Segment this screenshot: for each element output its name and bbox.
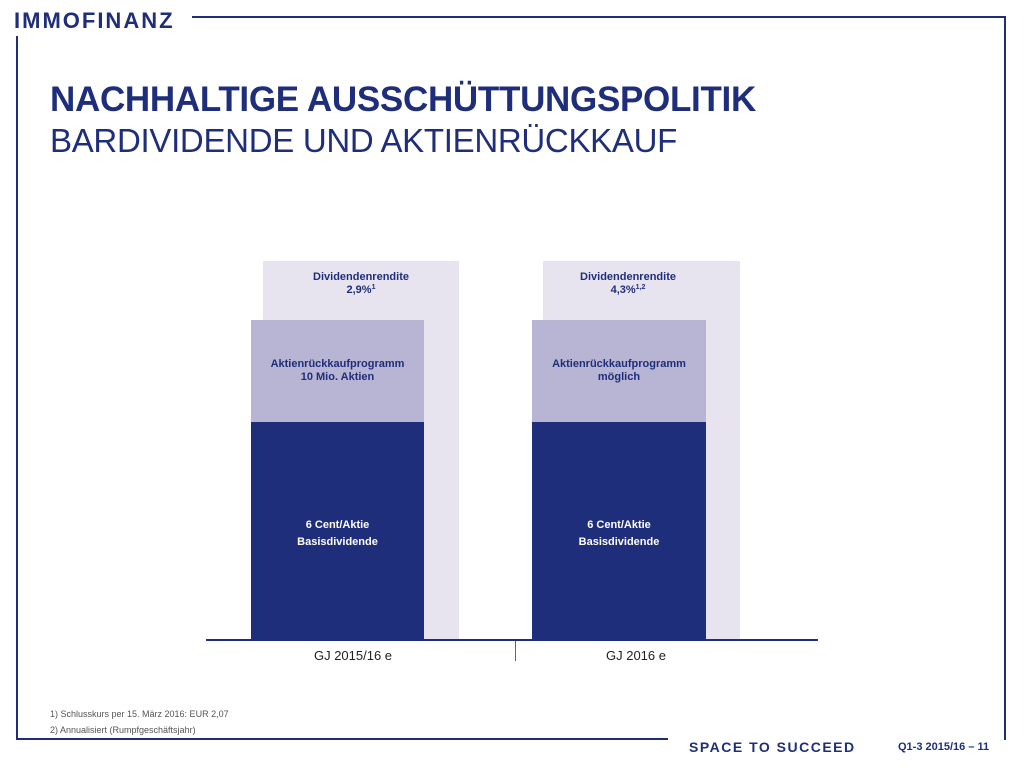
bar-1-dividend-yield-value-line	[301, 284, 421, 297]
bar-1-buyback-line1: Aktienrückkaufprogramm	[270, 358, 405, 370]
x-tick-label-2: GJ 2016 e	[606, 648, 666, 663]
x-axis-category-divider	[515, 641, 516, 661]
bar-1-base-line2: Basisdividende	[297, 536, 378, 548]
bar-2-dividend-yield-value: 4,3%	[610, 284, 636, 296]
footer-page-info: Q1-3 2015/16 – 11	[898, 741, 990, 753]
bar-2-base-line2: Basisdividende	[578, 536, 660, 548]
bar-1-dividend-yield-label: Dividendenrendite	[313, 271, 409, 283]
x-tick-label-1: GJ 2015/16 e	[313, 648, 393, 663]
company-logo: IMMOFINANZ	[14, 8, 175, 33]
x-axis-line	[206, 639, 818, 641]
frame-top-line	[192, 16, 1006, 18]
bar-2-footnote-ref: 1,2	[635, 284, 646, 291]
bar-2-buyback-line2: möglich	[597, 371, 641, 383]
page-subtitle: BARDIVIDENDE UND AKTIENRÜCKKAUF	[50, 122, 677, 159]
bar-1-buyback-segment	[251, 320, 424, 422]
bar-1-buyback-line2: 10 Mio. Aktien	[300, 371, 375, 383]
frame-right-line	[1004, 16, 1006, 740]
bar-2-base-dividend-segment	[532, 422, 706, 640]
bar-2-buyback-segment	[532, 320, 706, 422]
bar-1-base-line1: 6 Cent/Aktie	[305, 519, 370, 531]
bar-1-base-dividend-segment	[251, 422, 424, 640]
footnote-1: 1) Schlusskurs per 15. März 2016: EUR 2,07	[50, 709, 229, 719]
frame-left-line	[16, 36, 18, 740]
bar-2-dividend-yield-value-line	[568, 284, 688, 297]
footnote-2: 2) Annualisiert (Rumpfgeschäftsjahr)	[50, 725, 196, 735]
frame-bottom-line	[16, 738, 668, 740]
bar-1-footnote-ref: 1	[371, 284, 376, 291]
bar-2-base-line1: 6 Cent/Aktie	[587, 519, 651, 531]
page-title: NACHHALTIGE AUSSCHÜTTUNGSPOLITIK	[50, 80, 756, 119]
footer-slogan: SPACE TO SUCCEED	[689, 739, 856, 755]
bar-2-buyback-line1: Aktienrückkaufprogramm	[552, 358, 686, 370]
bar-1-dividend-yield-value: 2,9%	[346, 284, 372, 296]
bar-2-dividend-yield-label: Dividendenrendite	[580, 271, 676, 283]
